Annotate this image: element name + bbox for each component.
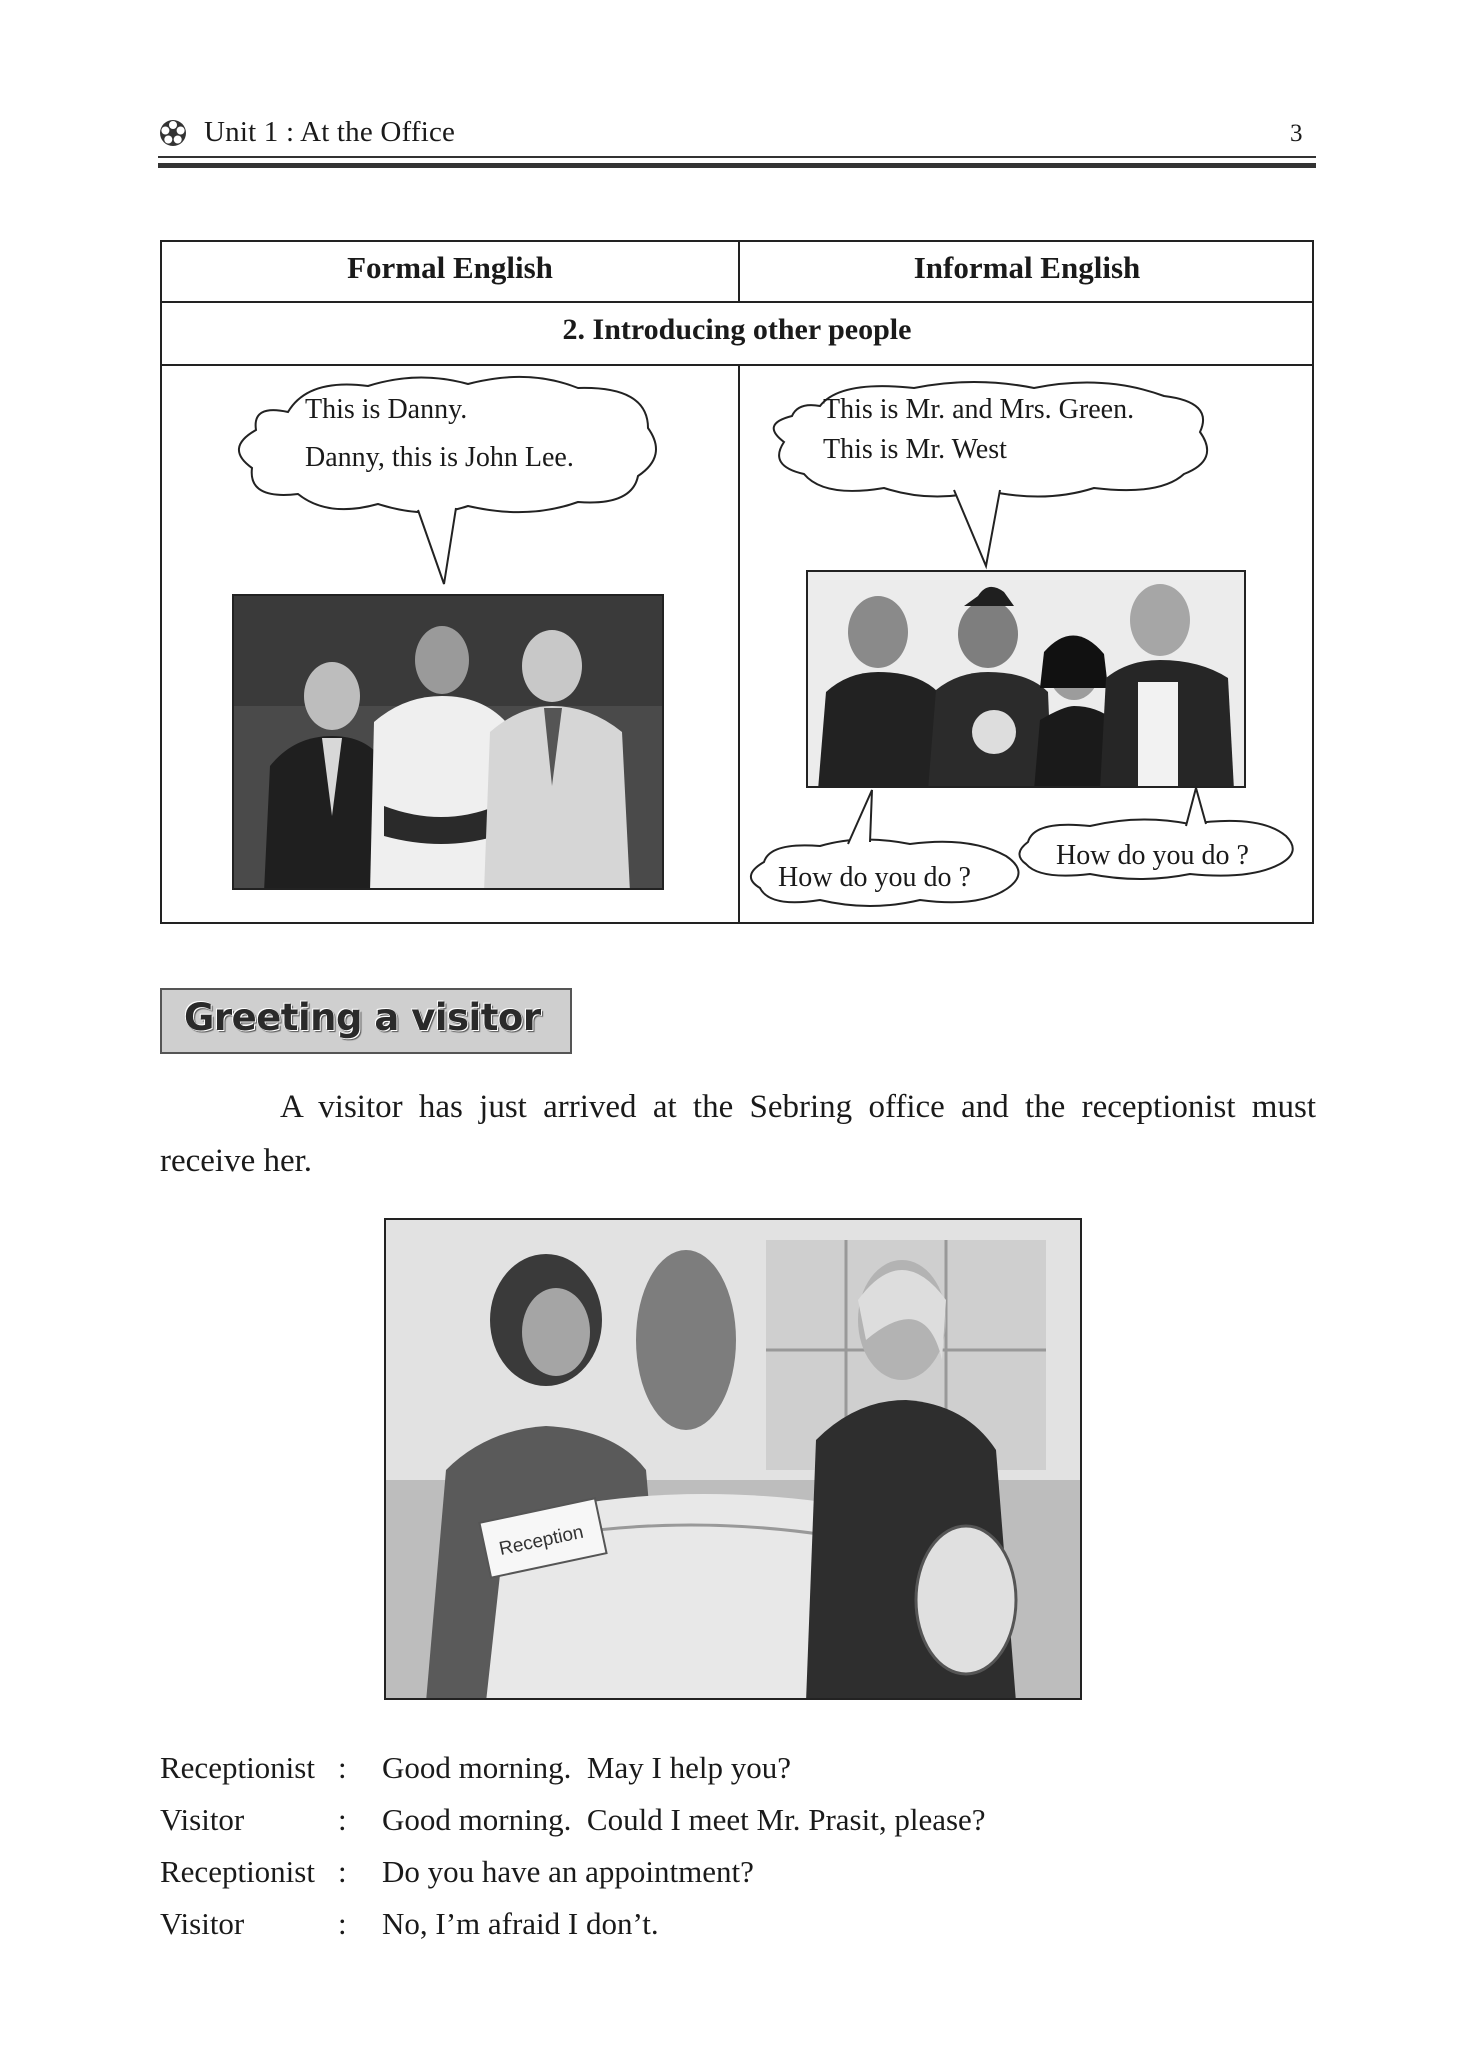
dialogue-line: No, I’m afraid I don’t. [382, 1906, 659, 1941]
header-rule [158, 156, 1316, 158]
flower-icon [158, 118, 188, 148]
header-formal: Formal English [347, 250, 553, 285]
photo-reception [384, 1218, 1082, 1700]
speaker: Receptionist [160, 1854, 315, 1889]
formal-line-2: Danny, this is John Lee. [305, 442, 574, 473]
informal-line-1: This is Mr. and Mrs. Green. [823, 394, 1135, 425]
dialogue-line: Do you have an appointment? [382, 1854, 754, 1889]
formal-line-1: This is Danny. [305, 394, 468, 425]
photo-three-men [232, 594, 664, 890]
dialogue-line: Good morning. May I help you? [382, 1750, 791, 1785]
header-rule-thick [158, 163, 1316, 168]
unit-title: Unit 1 : At the Office [204, 116, 456, 148]
reception-sign: Reception [497, 1521, 586, 1561]
speaker: Visitor [160, 1802, 245, 1837]
informal-line-2: This is Mr. West [823, 434, 1007, 465]
header-informal: Informal English [913, 250, 1141, 285]
photo-four-people [806, 570, 1246, 788]
speaker: Receptionist [160, 1750, 315, 1785]
table-subheading: 2. Introducing other people [562, 313, 912, 346]
reply-left: How do you do ? [778, 862, 971, 893]
reply-right: How do you do ? [1056, 840, 1249, 871]
intro-paragraph: A visitor has just arrived at the Sebring office and the receptionist must receive her. [160, 1089, 1316, 1179]
section-heading: Greeting a visitor [184, 996, 541, 1039]
dialogue-line: Good morning. Could I meet Mr. Prasit, please? [382, 1802, 986, 1837]
speaker: Visitor [160, 1906, 245, 1941]
page-number: 3 [1290, 120, 1303, 147]
